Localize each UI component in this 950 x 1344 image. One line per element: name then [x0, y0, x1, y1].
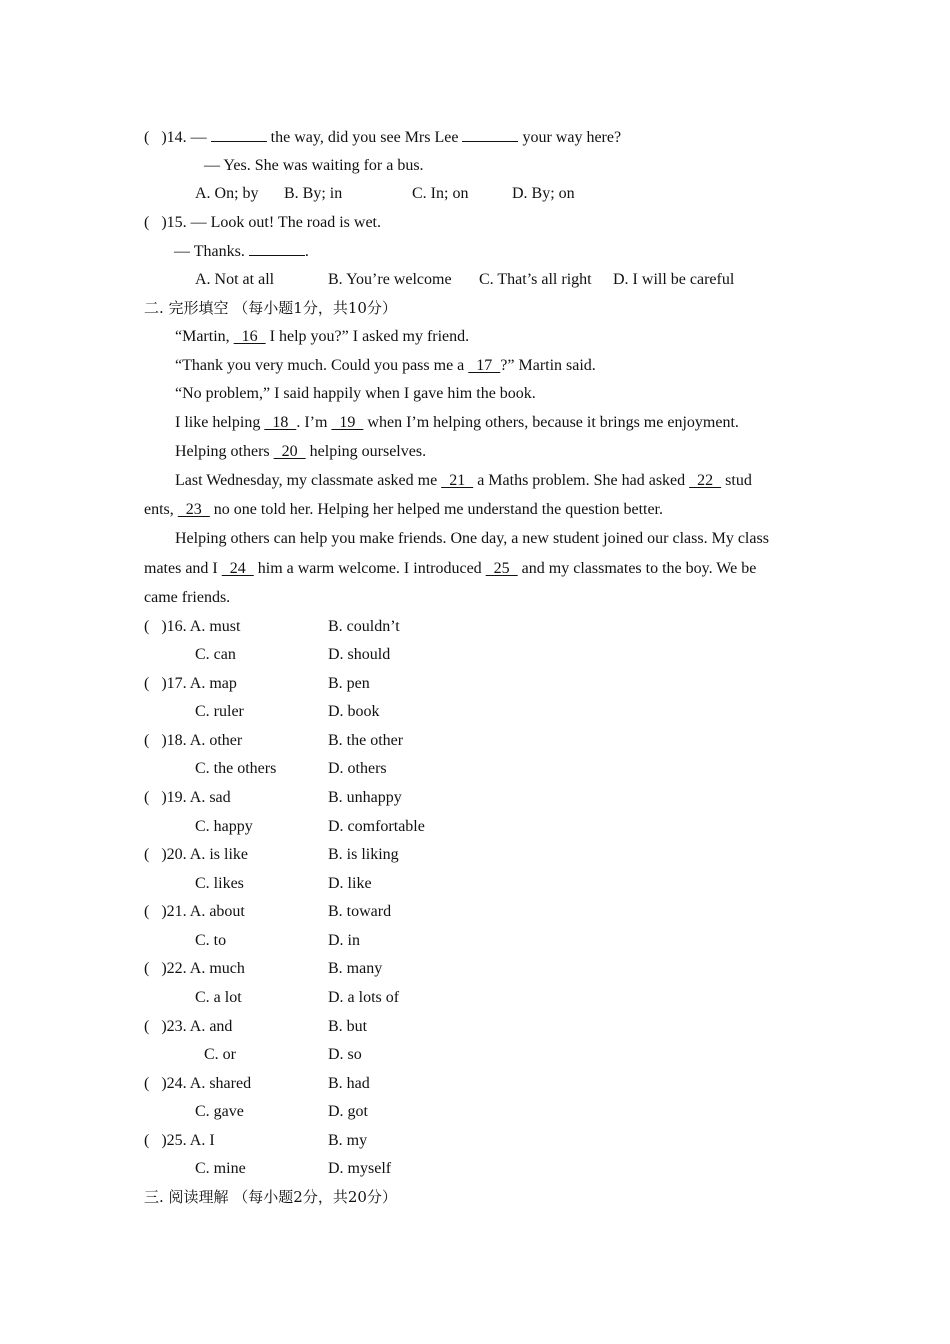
- q15-option-b: B. You’re welcome: [328, 271, 452, 288]
- passage-line: mates and I 24 him a warm welcome. I introduced 25 and my classmates to the boy. We be: [144, 560, 757, 577]
- q15-option-d: D. I will be careful: [613, 271, 735, 288]
- choice-b: B. is liking: [328, 846, 399, 863]
- q14-reply: — Yes. She was waiting for a bus.: [204, 157, 424, 174]
- blank-18[interactable]: 18: [264, 414, 297, 431]
- passage-line: “No problem,” I said happily when I gave him the book.: [175, 385, 536, 402]
- choice-c: C. mine: [195, 1160, 246, 1177]
- q15-stem: ( )15. — Look out! The road is wet.: [144, 214, 381, 231]
- q15-option-a: A. Not at all: [195, 271, 275, 288]
- passage-line: Last Wednesday, my classmate asked me 21 a Maths problem. She had asked 22 stud: [175, 472, 752, 489]
- choice-b: B. the other: [328, 732, 404, 749]
- choice-c: C. or: [204, 1046, 236, 1063]
- choice-d: D. should: [328, 646, 391, 663]
- choice-row: ( )25. A. I: [144, 1132, 215, 1149]
- choice-d: D. in: [328, 932, 360, 949]
- passage-line: “Martin, 16 I help you?” I asked my friend.: [175, 328, 470, 345]
- choice-c: C. gave: [195, 1103, 244, 1120]
- choice-row: ( )23. A. and: [144, 1018, 233, 1035]
- choice-b: B. toward: [328, 903, 392, 920]
- choice-row: ( )22. A. much: [144, 960, 245, 977]
- choice-b: B. my: [328, 1132, 368, 1149]
- blank-21[interactable]: 21: [441, 472, 474, 489]
- passage-line: Helping others 20 helping ourselves.: [175, 443, 427, 460]
- q15-reply: — Thanks. .: [174, 243, 309, 260]
- choice-c: C. the others: [195, 760, 277, 777]
- choice-d: D. book: [328, 703, 380, 720]
- choice-d: D. like: [328, 875, 372, 892]
- passage-line: came friends.: [144, 589, 231, 606]
- section-heading: 三. 阅读理解 （每小题2分，共20分）: [144, 1188, 397, 1206]
- passage-line: Helping others can help you make friends. One day, a new student joined our class. My class: [175, 530, 769, 547]
- answer-blank[interactable]: [462, 127, 518, 142]
- q14-option-c: C. In; on: [412, 185, 469, 202]
- section-heading: 二. 完形填空 （每小题1分，共10分）: [144, 299, 397, 317]
- choice-b: B. had: [328, 1075, 370, 1092]
- choice-c: C. to: [195, 932, 227, 949]
- blank-22[interactable]: 22: [689, 472, 722, 489]
- blank-20[interactable]: 20: [273, 443, 306, 460]
- passage-line: ents, 23 no one told her. Helping her helped me understand the question better.: [144, 501, 663, 518]
- choice-row: ( )16. A. must: [144, 618, 241, 635]
- q14-option-a: A. On; by: [195, 185, 259, 202]
- choice-c: C. a lot: [195, 989, 242, 1006]
- q14-option-d: D. By; on: [512, 185, 575, 202]
- blank-24[interactable]: 24: [221, 560, 254, 577]
- choice-b: B. but: [328, 1018, 368, 1035]
- q14-option-b: B. By; in: [284, 185, 343, 202]
- choice-b: B. couldn’t: [328, 618, 400, 635]
- choice-row: ( )24. A. shared: [144, 1075, 252, 1092]
- choice-d: D. got: [328, 1103, 368, 1120]
- q14-stem: ( )14. — the way, did you see Mrs Lee your way here?: [144, 129, 622, 146]
- choice-d: D. others: [328, 760, 387, 777]
- choice-c: C. happy: [195, 818, 253, 835]
- blank-19[interactable]: 19: [331, 414, 364, 431]
- choice-c: C. ruler: [195, 703, 244, 720]
- answer-blank[interactable]: [211, 127, 267, 142]
- choice-d: D. so: [328, 1046, 362, 1063]
- choice-row: ( )19. A. sad: [144, 789, 231, 806]
- choice-c: C. likes: [195, 875, 244, 892]
- choice-b: B. unhappy: [328, 789, 402, 806]
- choice-d: D. myself: [328, 1160, 392, 1177]
- choice-b: B. pen: [328, 675, 370, 692]
- choice-row: ( )21. A. about: [144, 903, 245, 920]
- choice-d: D. comfortable: [328, 818, 425, 835]
- blank-25[interactable]: 25: [485, 560, 518, 577]
- blank-16[interactable]: 16: [233, 328, 266, 345]
- answer-blank[interactable]: [249, 241, 305, 256]
- blank-23[interactable]: 23: [177, 501, 210, 518]
- choice-row: ( )20. A. is like: [144, 846, 248, 863]
- choice-d: D. a lots of: [328, 989, 400, 1006]
- q15-option-c: C. That’s all right: [479, 271, 592, 288]
- choice-row: ( )18. A. other: [144, 732, 243, 749]
- choice-row: ( )17. A. map: [144, 675, 237, 692]
- passage-line: “Thank you very much. Could you pass me a 17 ?” Martin said.: [175, 357, 596, 374]
- passage-line: I like helping 18 . I’m 19 when I’m helping others, because it brings me enjoyment.: [175, 414, 739, 431]
- choice-b: B. many: [328, 960, 383, 977]
- choice-c: C. can: [195, 646, 236, 663]
- blank-17[interactable]: 17: [468, 357, 501, 374]
